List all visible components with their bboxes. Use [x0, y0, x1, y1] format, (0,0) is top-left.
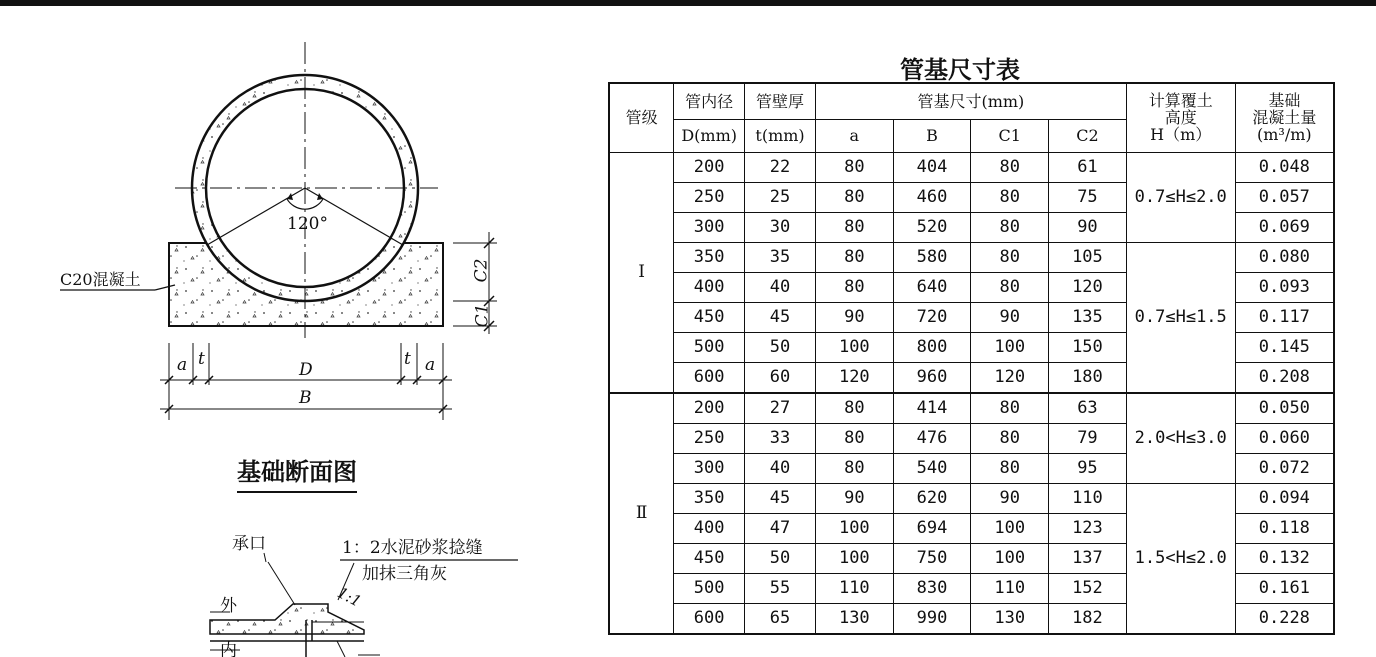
- section-title: 基础断面图: [237, 452, 357, 493]
- cell-C2: 110: [1049, 483, 1127, 513]
- cell-C2: 105: [1049, 242, 1127, 272]
- cell-a: 110: [815, 573, 893, 603]
- cell-C2: 95: [1049, 453, 1127, 483]
- table-title: 管基尺寸表: [900, 56, 1020, 84]
- table-row: [609, 242, 1334, 272]
- cell-grade: Ⅱ: [609, 393, 674, 634]
- cell-a: 120: [815, 362, 893, 393]
- cell-B: 640: [893, 272, 971, 302]
- cell-D: 350: [674, 242, 745, 272]
- cell-B: 414: [893, 393, 971, 424]
- cell-D: 250: [674, 182, 745, 212]
- drawing-svg: [0, 0, 600, 657]
- cell-a: 80: [815, 152, 893, 182]
- cell-volume: 0.057: [1235, 182, 1334, 212]
- dim-a-left: a: [177, 355, 188, 375]
- cell-volume: 0.072: [1235, 453, 1334, 483]
- header-wall: 管壁厚: [745, 83, 816, 119]
- outside-label: 外: [220, 596, 237, 616]
- table-row: [609, 393, 1334, 424]
- cell-t: 50: [745, 543, 816, 573]
- cell-a: 90: [815, 483, 893, 513]
- cell-t: 40: [745, 453, 816, 483]
- cell-B: 540: [893, 453, 971, 483]
- cell-volume: 0.050: [1235, 393, 1334, 424]
- cell-volume: 0.093: [1235, 272, 1334, 302]
- cell-t: 22: [745, 152, 816, 182]
- cell-D: 300: [674, 453, 745, 483]
- dim-a-right: a: [425, 355, 436, 375]
- cell-a: 100: [815, 543, 893, 573]
- header-inner-dia: 管内径: [674, 83, 745, 119]
- dim-t-left: t: [198, 349, 205, 369]
- cell-C2: 90: [1049, 212, 1127, 242]
- header-C2: C2: [1049, 119, 1127, 152]
- cell-B: 520: [893, 212, 971, 242]
- cell-t: 55: [745, 573, 816, 603]
- cell-cover-height: 2.0<H≤3.0: [1126, 393, 1235, 484]
- cell-C2: 61: [1049, 152, 1127, 182]
- cell-cover-height: 0.7≤H≤2.0: [1126, 152, 1235, 242]
- cell-C1: 80: [971, 423, 1049, 453]
- cell-t: 60: [745, 362, 816, 393]
- cell-D: 500: [674, 573, 745, 603]
- slope-label: 1:1: [334, 583, 365, 611]
- cell-t: 50: [745, 332, 816, 362]
- cell-C1: 100: [971, 332, 1049, 362]
- cell-a: 80: [815, 272, 893, 302]
- cell-t: 45: [745, 483, 816, 513]
- cell-t: 45: [745, 302, 816, 332]
- angle-label: 120°: [287, 214, 328, 234]
- cell-B: 460: [893, 182, 971, 212]
- cell-a: 100: [815, 332, 893, 362]
- cell-volume: 0.094: [1235, 483, 1334, 513]
- cell-a: 100: [815, 513, 893, 543]
- cell-a: 80: [815, 182, 893, 212]
- cell-C1: 80: [971, 152, 1049, 182]
- cell-a: 90: [815, 302, 893, 332]
- cell-C2: 135: [1049, 302, 1127, 332]
- cell-D: 400: [674, 272, 745, 302]
- cell-C1: 90: [971, 483, 1049, 513]
- dim-B: B: [299, 388, 312, 408]
- cell-a: 80: [815, 423, 893, 453]
- cell-D: 200: [674, 152, 745, 182]
- cell-B: 960: [893, 362, 971, 393]
- header-wall-unit: t(mm): [745, 119, 816, 152]
- cell-C1: 80: [971, 242, 1049, 272]
- cell-D: 500: [674, 332, 745, 362]
- cell-D: 200: [674, 393, 745, 424]
- cell-volume: 0.117: [1235, 302, 1334, 332]
- section-drawing: [0, 0, 600, 657]
- cell-C1: 110: [971, 573, 1049, 603]
- triangle-label: 加抹三角灰: [362, 564, 447, 584]
- header-a: a: [815, 119, 893, 152]
- header-C1: C1: [971, 119, 1049, 152]
- cell-C2: 180: [1049, 362, 1127, 393]
- cell-D: 250: [674, 423, 745, 453]
- cell-volume: 0.118: [1235, 513, 1334, 543]
- cell-volume: 0.228: [1235, 603, 1334, 634]
- cell-C2: 150: [1049, 332, 1127, 362]
- cell-D: 450: [674, 302, 745, 332]
- cell-t: 35: [745, 242, 816, 272]
- cell-D: 600: [674, 362, 745, 393]
- header-inner-dia-unit: D(mm): [674, 119, 745, 152]
- cell-B: 830: [893, 573, 971, 603]
- cell-B: 580: [893, 242, 971, 272]
- cell-a: 130: [815, 603, 893, 634]
- cell-volume: 0.048: [1235, 152, 1334, 182]
- cell-B: 620: [893, 483, 971, 513]
- cell-D: 300: [674, 212, 745, 242]
- cell-B: 750: [893, 543, 971, 573]
- cell-C1: 80: [971, 182, 1049, 212]
- cell-B: 694: [893, 513, 971, 543]
- cell-C1: 80: [971, 453, 1049, 483]
- cell-C1: 90: [971, 302, 1049, 332]
- cell-volume: 0.060: [1235, 423, 1334, 453]
- cell-volume: 0.069: [1235, 212, 1334, 242]
- cell-volume: 0.145: [1235, 332, 1334, 362]
- dim-t-right: t: [404, 349, 411, 369]
- header-base-dims: 管基尺寸(mm): [815, 83, 1126, 119]
- cell-a: 80: [815, 212, 893, 242]
- cell-t: 25: [745, 182, 816, 212]
- cell-C1: 80: [971, 272, 1049, 302]
- cell-C2: 63: [1049, 393, 1127, 424]
- cell-B: 404: [893, 152, 971, 182]
- cell-C1: 80: [971, 212, 1049, 242]
- header-concrete-volume: 基础 混凝土量 (m³/m): [1235, 83, 1334, 152]
- header-cover-height: 计算覆土 高度 H（m）: [1126, 83, 1235, 152]
- cell-cover-height: 1.5<H≤2.0: [1126, 483, 1235, 634]
- cell-volume: 0.080: [1235, 242, 1334, 272]
- cell-D: 350: [674, 483, 745, 513]
- cell-cover-height: 0.7≤H≤1.5: [1126, 242, 1235, 393]
- table-row: [609, 152, 1334, 182]
- cell-t: 47: [745, 513, 816, 543]
- cell-D: 450: [674, 543, 745, 573]
- cell-D: 400: [674, 513, 745, 543]
- cell-a: 80: [815, 242, 893, 272]
- cell-C1: 100: [971, 513, 1049, 543]
- cell-volume: 0.208: [1235, 362, 1334, 393]
- cell-C1: 100: [971, 543, 1049, 573]
- cell-C1: 80: [971, 393, 1049, 424]
- cell-grade: Ⅰ: [609, 152, 674, 393]
- pipe-base-dimension-table: [608, 82, 1335, 635]
- cell-volume: 0.161: [1235, 573, 1334, 603]
- cell-B: 476: [893, 423, 971, 453]
- header-grade: 管级: [609, 83, 674, 152]
- cell-B: 990: [893, 603, 971, 634]
- cell-a: 80: [815, 453, 893, 483]
- c2-label: C2: [471, 258, 492, 283]
- cell-t: 30: [745, 212, 816, 242]
- cell-D: 600: [674, 603, 745, 634]
- cell-t: 33: [745, 423, 816, 453]
- cell-B: 720: [893, 302, 971, 332]
- cell-C2: 120: [1049, 272, 1127, 302]
- concrete-label: C20混凝土: [60, 270, 141, 289]
- cell-C2: 152: [1049, 573, 1127, 603]
- cell-C1: 120: [971, 362, 1049, 393]
- cell-t: 65: [745, 603, 816, 634]
- c1-label: C1: [472, 303, 493, 328]
- cell-C2: 182: [1049, 603, 1127, 634]
- cell-C2: 137: [1049, 543, 1127, 573]
- mortar-label: 1：2水泥砂浆捻缝: [342, 538, 483, 558]
- socket-label: 承口: [232, 534, 266, 554]
- cell-t: 27: [745, 393, 816, 424]
- cell-C2: 75: [1049, 182, 1127, 212]
- cell-t: 40: [745, 272, 816, 302]
- cell-C1: 130: [971, 603, 1049, 634]
- header-B: B: [893, 119, 971, 152]
- table-body: [609, 152, 1334, 634]
- cell-C2: 79: [1049, 423, 1127, 453]
- cell-C2: 123: [1049, 513, 1127, 543]
- cell-B: 800: [893, 332, 971, 362]
- dim-D: D: [299, 360, 313, 380]
- table-row: [609, 483, 1334, 513]
- cell-a: 80: [815, 393, 893, 424]
- cell-volume: 0.132: [1235, 543, 1334, 573]
- inside-label: 内: [220, 641, 237, 657]
